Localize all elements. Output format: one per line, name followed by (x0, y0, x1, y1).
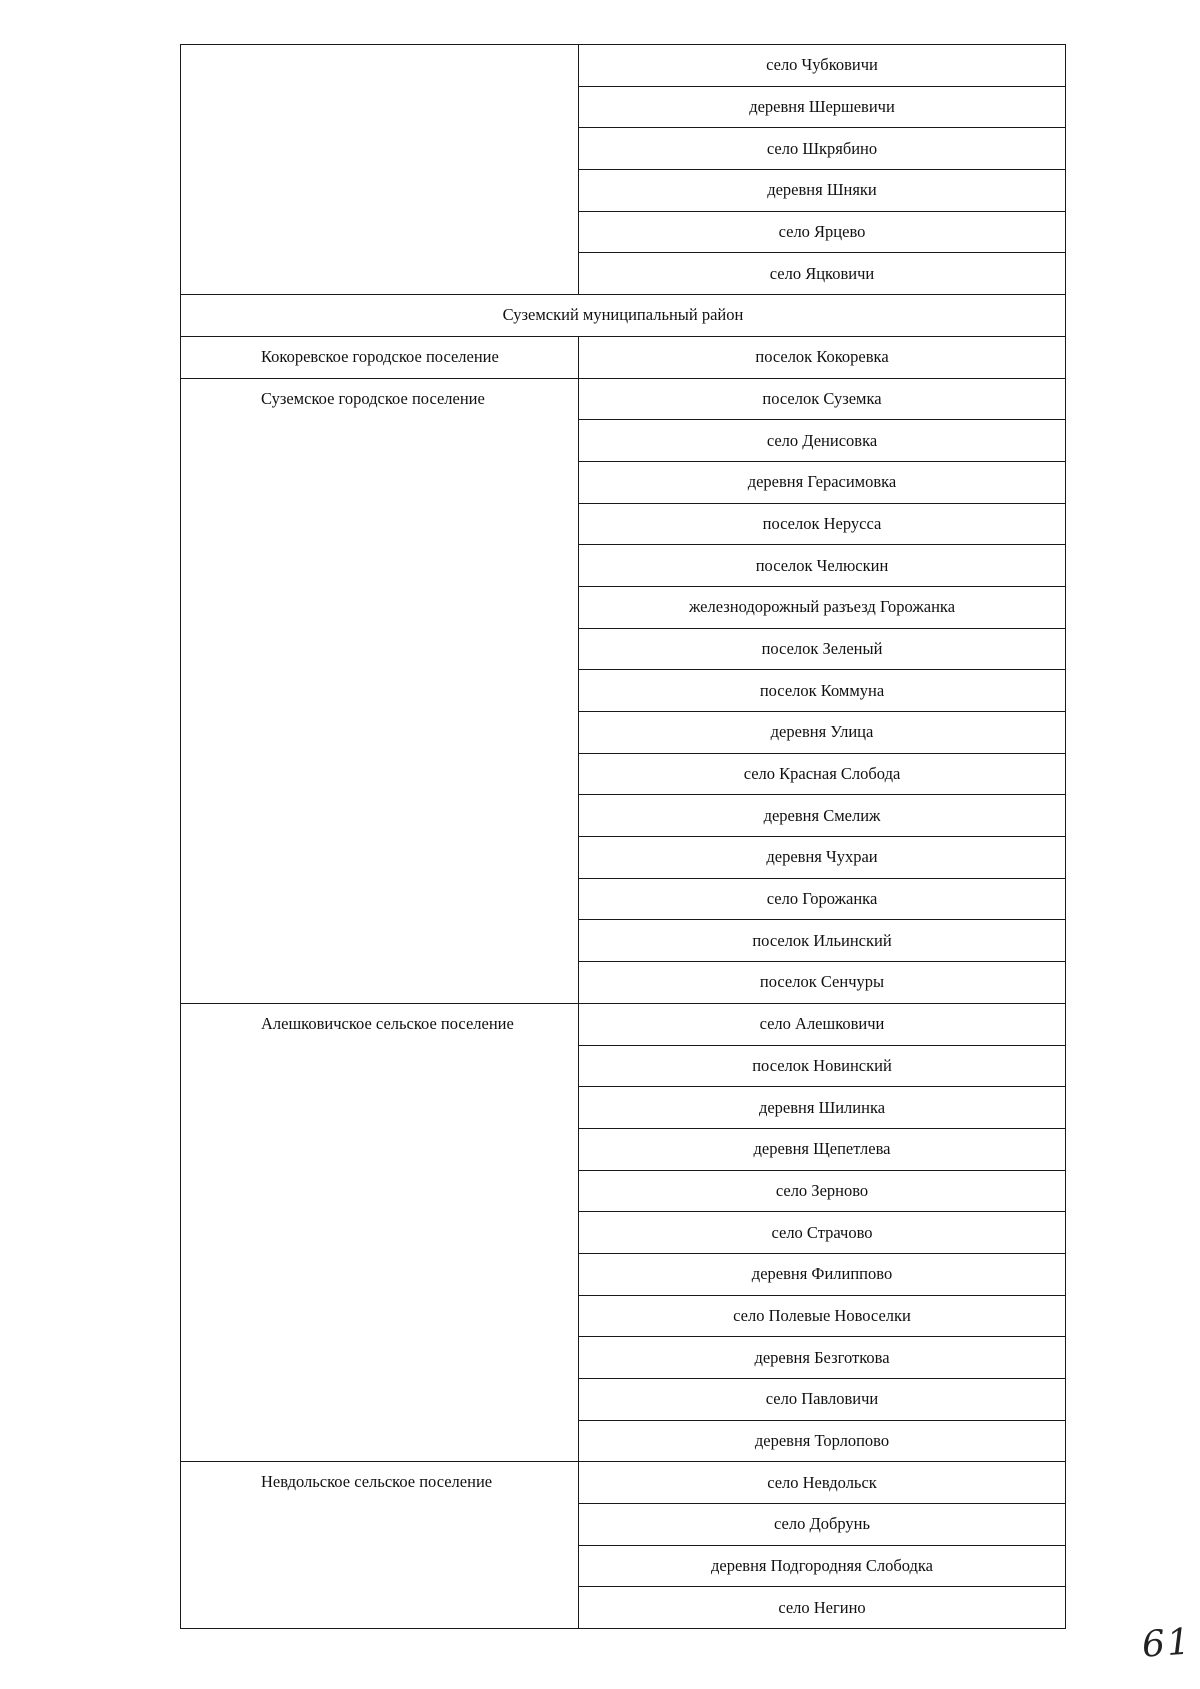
locality-cell: деревня Щепетлева (579, 1128, 1066, 1170)
locality-cell: поселок Коммуна (579, 670, 1066, 712)
locality-cell: село Страчово (579, 1212, 1066, 1254)
settlement-name: Кокоревское городское поселение (181, 336, 579, 378)
table-row (181, 336, 1066, 378)
settlement-name: Суземское городское поселение (181, 378, 579, 1003)
locality-cell: деревня Подгородняя Слободка (579, 1545, 1066, 1587)
locality-cell: село Яцковичи (579, 253, 1066, 295)
locality-cell: село Ярцево (579, 211, 1066, 253)
district-row (181, 295, 1066, 337)
locality-cell: село Полевые Новоселки (579, 1295, 1066, 1337)
locality-cell: село Добрунь (579, 1504, 1066, 1546)
locality-cell: село Алешковичи (579, 1003, 1066, 1045)
locality-cell: поселок Зеленый (579, 628, 1066, 670)
locality-cell: поселок Нерусса (579, 503, 1066, 545)
locality-cell: деревня Герасимовка (579, 461, 1066, 503)
locality-cell: поселок Новинский (579, 1045, 1066, 1087)
locality-cell: деревня Улица (579, 712, 1066, 754)
locality-cell: поселок Суземка (579, 378, 1066, 420)
locality-cell: деревня Торлопово (579, 1420, 1066, 1462)
locality-cell: деревня Шняки (579, 170, 1066, 212)
settlements-table (180, 44, 1066, 1629)
settlement-cell-continued (181, 45, 579, 295)
locality-cell: поселок Кокоревка (579, 336, 1066, 378)
table-row (181, 45, 1066, 87)
locality-cell: деревня Шершевичи (579, 86, 1066, 128)
locality-cell: деревня Шилинка (579, 1087, 1066, 1129)
locality-cell: поселок Ильинский (579, 920, 1066, 962)
table-row (181, 378, 1066, 420)
table-row (181, 1003, 1066, 1045)
locality-cell: село Негино (579, 1587, 1066, 1629)
locality-cell: село Красная Слобода (579, 753, 1066, 795)
table-body (181, 45, 1066, 1629)
locality-cell: село Денисовка (579, 420, 1066, 462)
district-name: Суземский муниципальный район (181, 295, 1066, 337)
locality-cell: село Невдольск (579, 1462, 1066, 1504)
locality-cell: деревня Безготкова (579, 1337, 1066, 1379)
table-row (181, 1462, 1066, 1504)
locality-cell: поселок Челюскин (579, 545, 1066, 587)
locality-cell: село Зерново (579, 1170, 1066, 1212)
page-number: 61 (1140, 1621, 1194, 1666)
settlement-name: Алешковичское сельское поселение (181, 1003, 579, 1462)
locality-cell: деревня Чухраи (579, 837, 1066, 879)
settlement-name: Невдольское сельское поселение (181, 1462, 579, 1629)
locality-cell: поселок Сенчуры (579, 962, 1066, 1004)
locality-cell: село Шкрябино (579, 128, 1066, 170)
locality-cell: село Чубковичи (579, 45, 1066, 87)
locality-cell: село Горожанка (579, 878, 1066, 920)
locality-cell: село Павловичи (579, 1379, 1066, 1421)
locality-cell: деревня Филиппово (579, 1253, 1066, 1295)
locality-cell: железнодорожный разъезд Горожанка (579, 586, 1066, 628)
locality-cell: деревня Смелиж (579, 795, 1066, 837)
